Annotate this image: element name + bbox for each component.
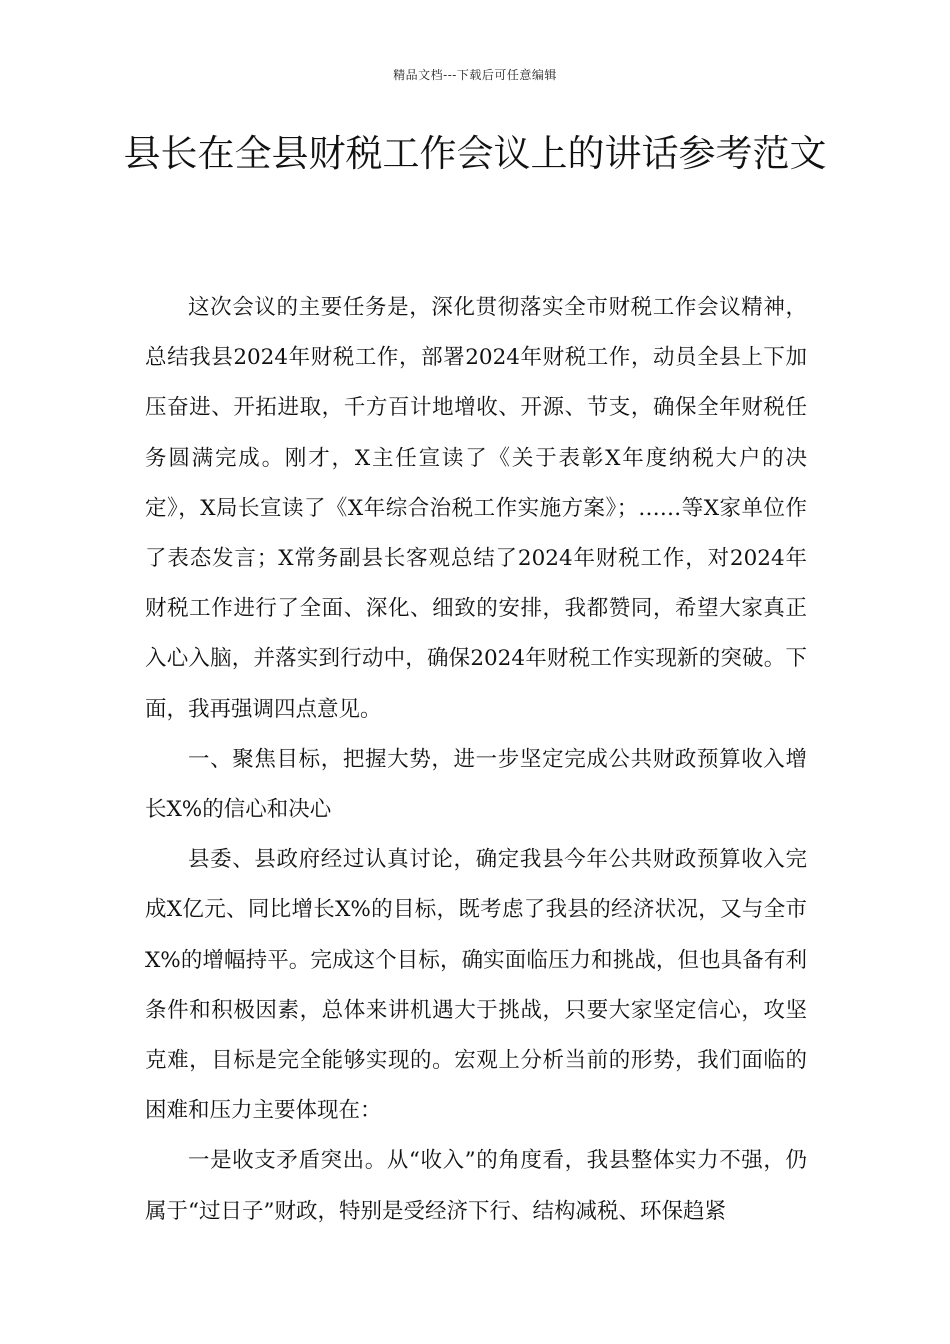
paragraph-target: 县委、县政府经过认真讨论，确定我县今年公共财政预算收入完成X亿元、同比增长X%的目标，既考虑了我县的经济状况，又与全市X%的增幅持平。完成这个目标，确实面临压力和挑战，但也具备有利条件和积极因素，总体来讲机遇大于挑战，只要大家坚定信心，攻坚克难，目标是完全能够实现的。宏观上分析当前的形势，我们面临的困难和压力主要体现在：	[145, 847, 807, 1124]
section-heading-one: 一、聚焦目标，把握大势，进一步坚定完成公共财政预算收入增长X%的信心和决心	[145, 746, 807, 823]
document-title: 县长在全县财税工作会议上的讲话参考范文	[123, 132, 827, 175]
paragraph-difficulty-one: 一是收支矛盾突出。从“收入”的角度看，我县整体实力不强，仍属于“过日子”财政，特别是受经济下行、结构减税、环保趋紧	[145, 1148, 807, 1224]
paragraph-intro: 这次会议的主要任务是，深化贯彻落实全市财税工作会议精神，总结我县2024年财税工作，部署2024年财税工作，动员全县上下加压奋进、开拓进取，千方百计地增收、开源、节支，确保全年财税任务圆满完成。刚才，X主任宣读了《关于表彰X年度纳税大户的决定》，X局长宣读了《X年综合治税工作实施方案》；……等X家单位作了表态发言；X常务副县长客观总结了2024年财税工作，对2024年财税工作进行了全面、深化、细致的安排，我都赞同，希望大家真正入心入脑，并落实到行动中，确保2024年财税工作实现新的突破。下面，我再强调四点意见。	[145, 295, 807, 722]
document-body	[145, 283, 807, 1237]
header-note: 精品文档---下载后可任意编辑	[393, 68, 557, 82]
